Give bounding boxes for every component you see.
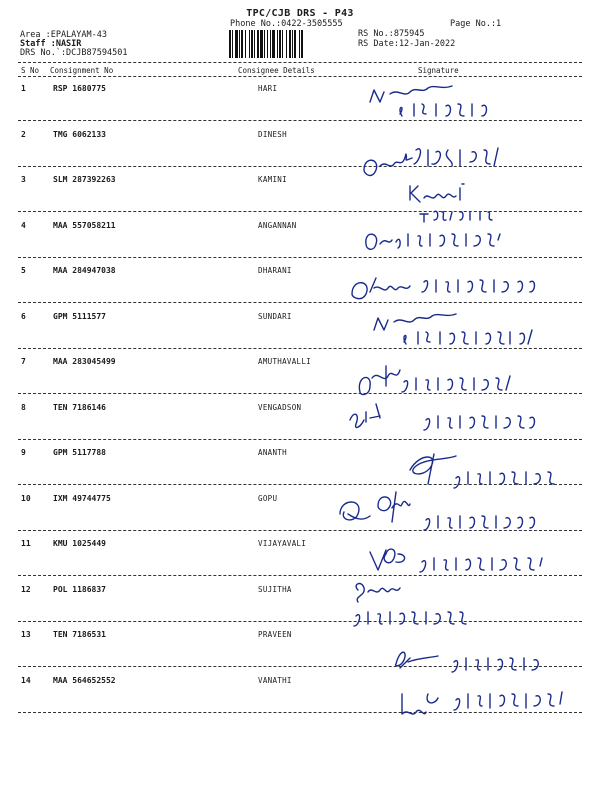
row-consignment-number: KMU 1025449 [53,539,106,548]
sheet-title: TPC/CJB DRS - P43 [246,8,354,19]
column-header-consignment: Consignment No [50,66,114,75]
row-consignee-name: ANANTH [258,448,287,457]
drs-number: DRS No.`:DCJB87594501 [20,48,128,58]
row-consignee-name: SUJITHA [258,584,292,594]
phone-number: Phone No.:0422-3505555 [230,19,343,29]
row-consignee-name: GOPU [258,493,278,503]
row-consignee-name: AMUTHAVALLI [258,357,311,366]
handwritten-signatures [330,74,590,734]
barcode-image [228,30,352,58]
row-consignee-name: HARI [258,84,278,93]
row-consignment-number: GPM 5117788 [53,448,106,457]
divider [18,62,582,63]
row-consignment-number: POL 1186837 [53,584,106,594]
row-consignee-name: ANGANNAN [258,220,297,230]
row-serial-number: 2 [21,129,26,139]
row-serial-number: 4 [21,220,26,230]
row-consignee-name: VIJAYAVALI [258,539,307,548]
row-consignee-name: KAMINI [258,175,287,184]
row-serial-number: 14 [21,675,31,685]
row-consignee-name: VENGADSON [258,402,302,412]
column-header-signature: Signature [418,66,459,75]
row-serial-number: 11 [21,539,31,548]
row-consignee-name: DINESH [258,129,287,139]
row-consignment-number: TMG 6062133 [53,129,106,139]
row-consignment-number: MAA 564652552 [53,675,116,685]
row-serial-number: 10 [21,493,31,503]
rs-number: RS No.:875945 [358,29,425,39]
area-label: Area :EPALAYAM-43 [20,30,107,40]
rs-date: RS Date:12-Jan-2022 [358,39,456,49]
row-consignment-number: IXM 49744775 [53,493,111,503]
column-header-sno: S No [21,66,40,75]
row-serial-number: 5 [21,266,26,275]
row-consignment-number: TEN 7186531 [53,630,106,639]
row-serial-number: 7 [21,357,26,366]
row-consignee-name: SUNDARI [258,311,292,321]
page-number: Page No.:1 [450,19,502,29]
row-serial-number: 13 [21,630,31,639]
row-serial-number: 6 [21,311,26,321]
row-consignment-number: SLM 287392263 [53,175,116,184]
column-header-consignee: Consignee Details [238,66,315,75]
row-serial-number: 9 [21,448,26,457]
row-consignment-number: MAA 283045499 [53,357,116,366]
row-consignment-number: MAA 557058211 [53,220,116,230]
row-consignee-name: DHARANI [258,266,292,275]
row-consignment-number: RSP 1680775 [53,84,106,93]
row-serial-number: 8 [21,402,26,412]
row-consignee-name: VANATHI [258,675,292,685]
row-serial-number: 12 [21,584,31,594]
row-consignment-number: MAA 284947038 [53,266,116,275]
row-consignment-number: GPM 5111577 [53,311,106,321]
row-serial-number: 3 [21,175,26,184]
staff-label: Staff :NASIR [20,39,82,49]
row-serial-number: 1 [21,84,26,93]
row-consignee-name: PRAVEEN [258,630,292,639]
row-consignment-number: TEN 7186146 [53,402,106,412]
